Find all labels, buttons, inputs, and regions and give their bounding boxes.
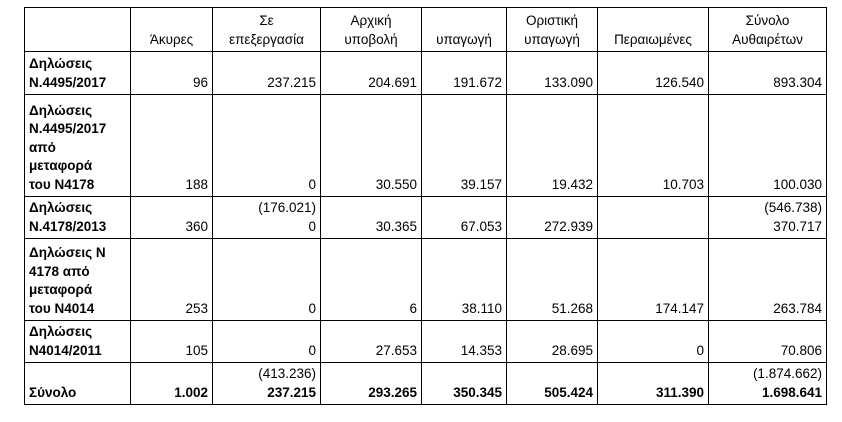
- table-cell: 30.365: [321, 197, 422, 239]
- table-cell: 126.540: [598, 52, 709, 95]
- table-cell: 27.653: [321, 321, 422, 363]
- table-cell: 96: [131, 52, 213, 95]
- table-row: [25, 95, 827, 197]
- table-cell: 263.784: [709, 239, 827, 321]
- table-cell: 28.695: [507, 321, 598, 363]
- total-cell: 505.424: [507, 363, 598, 405]
- total-label: Σύνολο: [25, 363, 131, 405]
- header-cell-total-unauthorized: Σύνολο Αυθαιρέτων: [709, 8, 827, 52]
- table-cell: 893.304: [709, 52, 827, 95]
- header-cell-completed: Περαιωμένες: [598, 8, 709, 52]
- table-row: [25, 197, 827, 239]
- table-cell: [598, 197, 709, 239]
- header-cell-in-processing: Σε επεξεργασία: [213, 8, 321, 52]
- header-cell-final-inclusion: Οριστική υπαγωγή: [507, 8, 598, 52]
- table-cell: 204.691: [321, 52, 422, 95]
- table-cell: 174.147: [598, 239, 709, 321]
- table-row: [25, 52, 827, 95]
- table-cell: 38.110: [422, 239, 507, 321]
- table-row: [25, 321, 827, 363]
- table-cell: 272.939: [507, 197, 598, 239]
- header-cell-inclusion: υπαγωγή: [422, 8, 507, 52]
- table-cell: 188: [131, 95, 213, 197]
- table-cell: 237.215: [213, 52, 321, 95]
- table-cell: 360: [131, 197, 213, 239]
- row-label: Δηλώσεις Ν.4495/2017 από μεταφορά του Ν4178: [25, 95, 131, 197]
- header-row: [25, 8, 827, 52]
- table-cell: 0: [213, 321, 321, 363]
- table-cell: 6: [321, 239, 422, 321]
- table-row: [25, 239, 827, 321]
- header-cell-invalid: Άκυρες: [131, 8, 213, 52]
- table-cell: 70.806: [709, 321, 827, 363]
- table-cell: 0: [213, 239, 321, 321]
- row-label: Δηλώσεις Ν.4495/2017: [25, 52, 131, 95]
- header-cell-initial-submission: Αρχική υποβολή: [321, 8, 422, 52]
- table-cell: 14.353: [422, 321, 507, 363]
- total-row: [25, 363, 827, 405]
- table-cell: 67.053: [422, 197, 507, 239]
- table-cell: 30.550: [321, 95, 422, 197]
- total-cell: (413.236) 237.215: [213, 363, 321, 405]
- table-cell: 51.268: [507, 239, 598, 321]
- table-cell: 191.672: [422, 52, 507, 95]
- header-cell-empty: [25, 8, 131, 52]
- table-cell: 0: [598, 321, 709, 363]
- table-cell: 19.432: [507, 95, 598, 197]
- table-cell: 133.090: [507, 52, 598, 95]
- total-cell: 350.345: [422, 363, 507, 405]
- table-cell: 0: [213, 95, 321, 197]
- total-cell: (1.874.662) 1.698.641: [709, 363, 827, 405]
- total-cell: 1.002: [131, 363, 213, 405]
- table-cell: 10.703: [598, 95, 709, 197]
- table-cell: 253: [131, 239, 213, 321]
- total-cell: 293.265: [321, 363, 422, 405]
- statistics-table: [24, 7, 827, 405]
- row-label: Δηλώσεις Ν 4178 από μεταφορά του Ν4014: [25, 239, 131, 321]
- table-cell: (176.021) 0: [213, 197, 321, 239]
- table-cell: 105: [131, 321, 213, 363]
- table-cell: 39.157: [422, 95, 507, 197]
- total-cell: 311.390: [598, 363, 709, 405]
- table-cell: 100.030: [709, 95, 827, 197]
- row-label: Δηλώσεις Ν4014/2011: [25, 321, 131, 363]
- table-cell: (546.738) 370.717: [709, 197, 827, 239]
- row-label: Δηλώσεις Ν.4178/2013: [25, 197, 131, 239]
